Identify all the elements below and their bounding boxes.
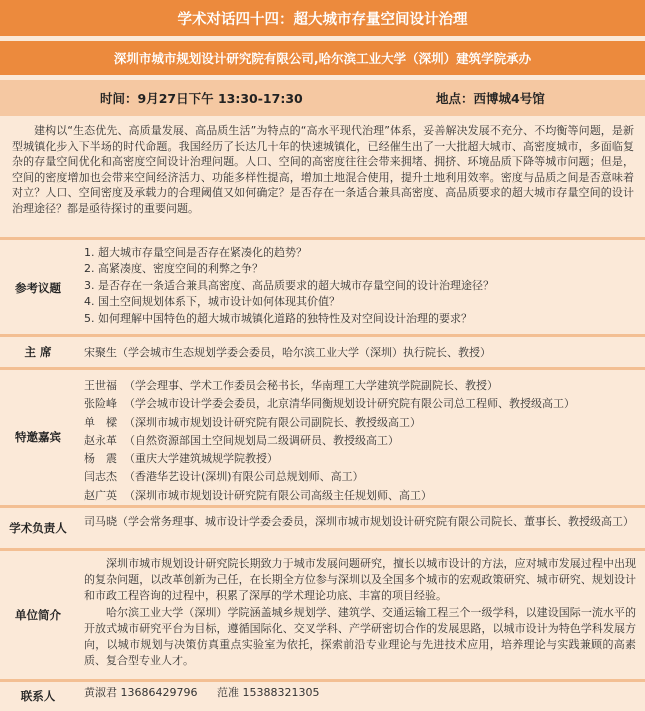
guest-desc: （自然资源部国土空间规划局二级调研员、教授级高工） <box>124 433 399 447</box>
contact-person: 范准 15388321305 <box>216 686 320 699</box>
guest-name: 赵永革 <box>84 433 117 447</box>
guests-label: 特邀嘉宾 <box>15 430 61 444</box>
contact-person: 黄淑君 13686429796 <box>84 686 198 699</box>
list-item: 1. 超大城市存量空间是否存在紧凑化的趋势？ <box>84 246 307 259</box>
topics-label: 参考议题 <box>15 280 61 295</box>
divider <box>0 505 645 508</box>
acad-info: 司马晓（学会常务理事、城市设计学委会委员，深圳市城市规划设计研究院有限公司院长、董事长、教授级高工） <box>84 515 634 528</box>
units-label: 单位简介 <box>15 607 61 622</box>
guest-name: 张险峰 <box>84 397 117 411</box>
guests-list <box>84 377 575 505</box>
page-title: 学术对话四十四：超大城市存量空间设计治理 <box>0 0 645 36</box>
guest-name: 王世福 <box>84 379 117 392</box>
organizer-line: 深圳市城市规划设计研究院有限公司,哈尔滨工业大学（深圳）建筑学院承办 <box>0 41 645 75</box>
divider <box>0 679 645 682</box>
meta-bar <box>0 80 645 116</box>
divider <box>0 548 645 551</box>
guest-name: 闫志杰 <box>84 470 117 484</box>
list-item <box>84 414 575 432</box>
unit-paragraph: 深圳市城市规划设计研究院长期致力于城市发展问题研究，擅长以城市设计的方法，应对城市发展过程中出现的复杂问题，以改革创新为己任，在长期全方位参与深圳以及全国多个城市的宏观政策研究、城市研究、规划设计和市政工程咨询的过程中，积累了深厚的学术理论功底、丰富的项目经验。 <box>84 557 636 603</box>
event-venue: 地点：西博城4号馆 <box>436 91 545 106</box>
divider <box>0 367 645 370</box>
event-time: 时间：9月27日下午 13:30-17:30 <box>100 91 303 106</box>
chair-label: 主 席 <box>24 345 52 359</box>
acad-label: 学术负责人 <box>9 521 67 535</box>
list-item: 4. 国土空间规划体系下，城市设计如何体现其价值？ <box>84 295 340 309</box>
guest-name: 单 樑 <box>84 415 117 429</box>
guest-desc: （学会城市设计学委会委员，北京清华同衡规划设计研究院有限公司总工程师、教授级高工） <box>124 397 575 411</box>
list-item: 3. 是否存在一条适合兼具高密度、高品质要求的超大城市存量空间的设计治理途径？ <box>84 278 494 292</box>
guest-desc: （深圳市城市规划设计研究院有限公司副院长、教授级高工） <box>124 415 421 429</box>
divider <box>0 237 645 240</box>
list-item <box>84 377 575 395</box>
guest-name: 杨 震 <box>84 452 117 466</box>
list-item: 5. 如何理解中国特色的超大城市城镇化道路的独特性及对空间设计治理的要求？ <box>84 311 472 325</box>
list-item: 2. 高紧凑度、密度空间的利弊之争？ <box>84 262 263 276</box>
unit-paragraph: 哈尔滨工业大学（深圳）学院涵盖城乡规划学、建筑学、交通运输工程三个一级学科，以建设国际一流水平的开放式城市研究平台为目标，遵循国际化、交叉学科、产学研密切合作的发展思路，以城市设计为特色学科发展方向，以城市规划与决策仿真重点实验室为依托，探索前沿专业理论与先进技术应用，培养理论与实践兼顾的高素质、复合型专业人才。 <box>84 605 636 668</box>
chair-info: 宋聚生（学会城市生态规划学委会委员，哈尔滨工业大学（深圳）执行院长、教授） <box>84 346 491 359</box>
guest-desc: （深圳市城市规划设计研究院有限公司高级主任规划师、高工） <box>124 488 432 502</box>
topics-list <box>84 245 640 327</box>
guest-desc: （学会理事、学术工作委员会秘书长，华南理工大学建筑学院副院长、教授） <box>124 379 498 392</box>
contact-label: 联系人 <box>20 689 56 703</box>
guest-name: 赵广英 <box>84 488 117 502</box>
list-item <box>84 432 575 450</box>
guest-desc: （香港华艺设计(深圳)有限公司总规划师、高工） <box>124 470 364 484</box>
divider <box>0 334 645 337</box>
list-item <box>84 450 575 468</box>
list-item <box>84 487 575 505</box>
intro-paragraph: 建构以“生态优先、高质量发展、高品质生活”为特点的“高水平现代治理”体系，妥善解决发展不充分、不均衡等问题，是新型城镇化步入下半场的时代命题。我国经历了长达几十年的快速城镇化，已经催生出了一大批超大城市、高密度城市，多面临复杂的存量空间优化和高密度空间设计治理问题。人口、空间的高密度往往会带来拥堵、拥挤、环境品质下降等城市问题；但是，空间的密度增加也会带来空间经济活力、功能多样性提高，增加土地混合使用，提升土地利用效率。密度与品质之间是否意味着对立？人口、空间密度及承载力的合理阈值又如何确定？是否存在一条适合兼具高密度、高品质要求的超大城市存量空间的设计治理途径？都是亟待探讨的重要问题。 <box>12 124 634 215</box>
guest-desc: （重庆大学建筑城规学院教授） <box>124 452 278 466</box>
list-item <box>84 468 575 486</box>
contact-info <box>84 684 323 700</box>
list-item <box>84 395 575 413</box>
units-intro <box>84 556 636 669</box>
